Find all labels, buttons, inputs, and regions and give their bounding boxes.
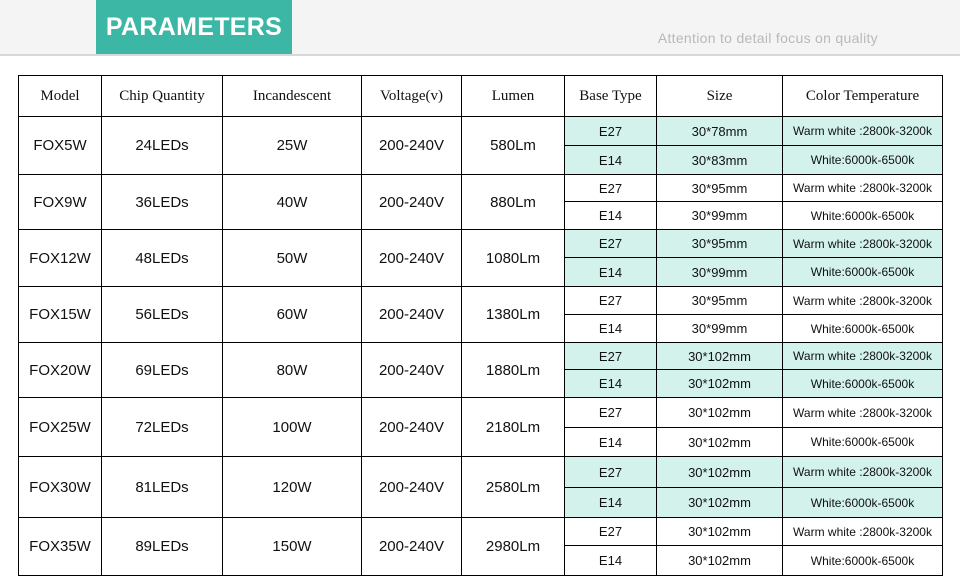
column-header: Model — [19, 76, 102, 117]
base-type-cell: E14 — [565, 315, 657, 343]
voltage-cell: 200-240V — [362, 287, 462, 343]
lumen-cell: 2180Lm — [462, 398, 565, 457]
chip-quantity-cell: 56LEDs — [102, 287, 223, 343]
table-row — [19, 117, 943, 146]
size-cell: 30*102mm — [657, 518, 783, 546]
table-row — [19, 343, 943, 370]
color-temperature-cell: White:6000k-6500k — [783, 258, 943, 287]
model-cell: FOX30W — [19, 457, 102, 518]
incandescent-cell: 150W — [223, 518, 362, 576]
color-temperature-cell: Warm white :2800k-3200k — [783, 398, 943, 428]
base-type-cell: E27 — [565, 457, 657, 488]
color-temperature-cell: White:6000k-6500k — [783, 146, 943, 175]
base-type-cell: E14 — [565, 258, 657, 287]
column-header: Voltage(v) — [362, 76, 462, 117]
size-cell: 30*83mm — [657, 146, 783, 175]
lumen-cell: 1080Lm — [462, 230, 565, 287]
color-temperature-cell: Warm white :2800k-3200k — [783, 343, 943, 370]
model-cell: FOX35W — [19, 518, 102, 576]
size-cell: 30*102mm — [657, 370, 783, 398]
column-header: Color Temperature — [783, 76, 943, 117]
lumen-cell: 2580Lm — [462, 457, 565, 518]
base-type-cell: E14 — [565, 146, 657, 175]
chip-quantity-cell: 24LEDs — [102, 117, 223, 175]
color-temperature-cell: Warm white :2800k-3200k — [783, 457, 943, 488]
incandescent-cell: 40W — [223, 175, 362, 230]
column-header: Base Type — [565, 76, 657, 117]
table-row — [19, 518, 943, 546]
lumen-cell: 1380Lm — [462, 287, 565, 343]
size-cell: 30*95mm — [657, 230, 783, 258]
lumen-cell: 880Lm — [462, 175, 565, 230]
chip-quantity-cell: 89LEDs — [102, 518, 223, 576]
lumen-cell: 2980Lm — [462, 518, 565, 576]
incandescent-cell: 80W — [223, 343, 362, 398]
color-temperature-cell: White:6000k-6500k — [783, 202, 943, 230]
base-type-cell: E27 — [565, 287, 657, 315]
column-header: Size — [657, 76, 783, 117]
size-cell: 30*102mm — [657, 428, 783, 457]
color-temperature-cell: White:6000k-6500k — [783, 428, 943, 457]
lumen-cell: 580Lm — [462, 117, 565, 175]
incandescent-cell: 120W — [223, 457, 362, 518]
size-cell: 30*102mm — [657, 488, 783, 518]
incandescent-cell: 50W — [223, 230, 362, 287]
table-body — [19, 117, 943, 576]
tagline: Attention to detail focus on quality — [657, 30, 878, 46]
incandescent-cell: 25W — [223, 117, 362, 175]
color-temperature-cell: Warm white :2800k-3200k — [783, 117, 943, 146]
model-cell: FOX25W — [19, 398, 102, 457]
table-row — [19, 175, 943, 202]
model-cell: FOX9W — [19, 175, 102, 230]
table-row — [19, 398, 943, 428]
page-title: PARAMETERS — [96, 0, 292, 54]
column-header: Incandescent — [223, 76, 362, 117]
base-type-cell: E27 — [565, 343, 657, 370]
base-type-cell: E14 — [565, 546, 657, 576]
voltage-cell: 200-240V — [362, 117, 462, 175]
voltage-cell: 200-240V — [362, 518, 462, 576]
table-header-row — [19, 76, 943, 117]
size-cell: 30*99mm — [657, 202, 783, 230]
header-bar — [0, 0, 960, 56]
table-row — [19, 457, 943, 488]
chip-quantity-cell: 72LEDs — [102, 398, 223, 457]
base-type-cell: E14 — [565, 202, 657, 230]
voltage-cell: 200-240V — [362, 175, 462, 230]
chip-quantity-cell: 48LEDs — [102, 230, 223, 287]
color-temperature-cell: Warm white :2800k-3200k — [783, 175, 943, 202]
voltage-cell: 200-240V — [362, 343, 462, 398]
color-temperature-cell: White:6000k-6500k — [783, 488, 943, 518]
incandescent-cell: 100W — [223, 398, 362, 457]
base-type-cell: E27 — [565, 117, 657, 146]
color-temperature-cell: Warm white :2800k-3200k — [783, 518, 943, 546]
size-cell: 30*78mm — [657, 117, 783, 146]
voltage-cell: 200-240V — [362, 457, 462, 518]
size-cell: 30*102mm — [657, 457, 783, 488]
color-temperature-cell: White:6000k-6500k — [783, 546, 943, 576]
parameters-table — [18, 75, 943, 576]
size-cell: 30*95mm — [657, 175, 783, 202]
lumen-cell: 1880Lm — [462, 343, 565, 398]
voltage-cell: 200-240V — [362, 398, 462, 457]
voltage-cell: 200-240V — [362, 230, 462, 287]
model-cell: FOX12W — [19, 230, 102, 287]
color-temperature-cell: White:6000k-6500k — [783, 315, 943, 343]
base-type-cell: E27 — [565, 518, 657, 546]
color-temperature-cell: Warm white :2800k-3200k — [783, 287, 943, 315]
model-cell: FOX20W — [19, 343, 102, 398]
base-type-cell: E27 — [565, 175, 657, 202]
color-temperature-cell: Warm white :2800k-3200k — [783, 230, 943, 258]
size-cell: 30*99mm — [657, 315, 783, 343]
model-cell: FOX5W — [19, 117, 102, 175]
base-type-cell: E27 — [565, 398, 657, 428]
chip-quantity-cell: 81LEDs — [102, 457, 223, 518]
size-cell: 30*102mm — [657, 343, 783, 370]
column-header: Chip Quantity — [102, 76, 223, 117]
base-type-cell: E14 — [565, 428, 657, 457]
table-row — [19, 230, 943, 258]
base-type-cell: E14 — [565, 488, 657, 518]
chip-quantity-cell: 36LEDs — [102, 175, 223, 230]
column-header: Lumen — [462, 76, 565, 117]
size-cell: 30*95mm — [657, 287, 783, 315]
size-cell: 30*99mm — [657, 258, 783, 287]
chip-quantity-cell: 69LEDs — [102, 343, 223, 398]
model-cell: FOX15W — [19, 287, 102, 343]
incandescent-cell: 60W — [223, 287, 362, 343]
color-temperature-cell: White:6000k-6500k — [783, 370, 943, 398]
base-type-cell: E27 — [565, 230, 657, 258]
size-cell: 30*102mm — [657, 546, 783, 576]
size-cell: 30*102mm — [657, 398, 783, 428]
base-type-cell: E14 — [565, 370, 657, 398]
table-row — [19, 287, 943, 315]
